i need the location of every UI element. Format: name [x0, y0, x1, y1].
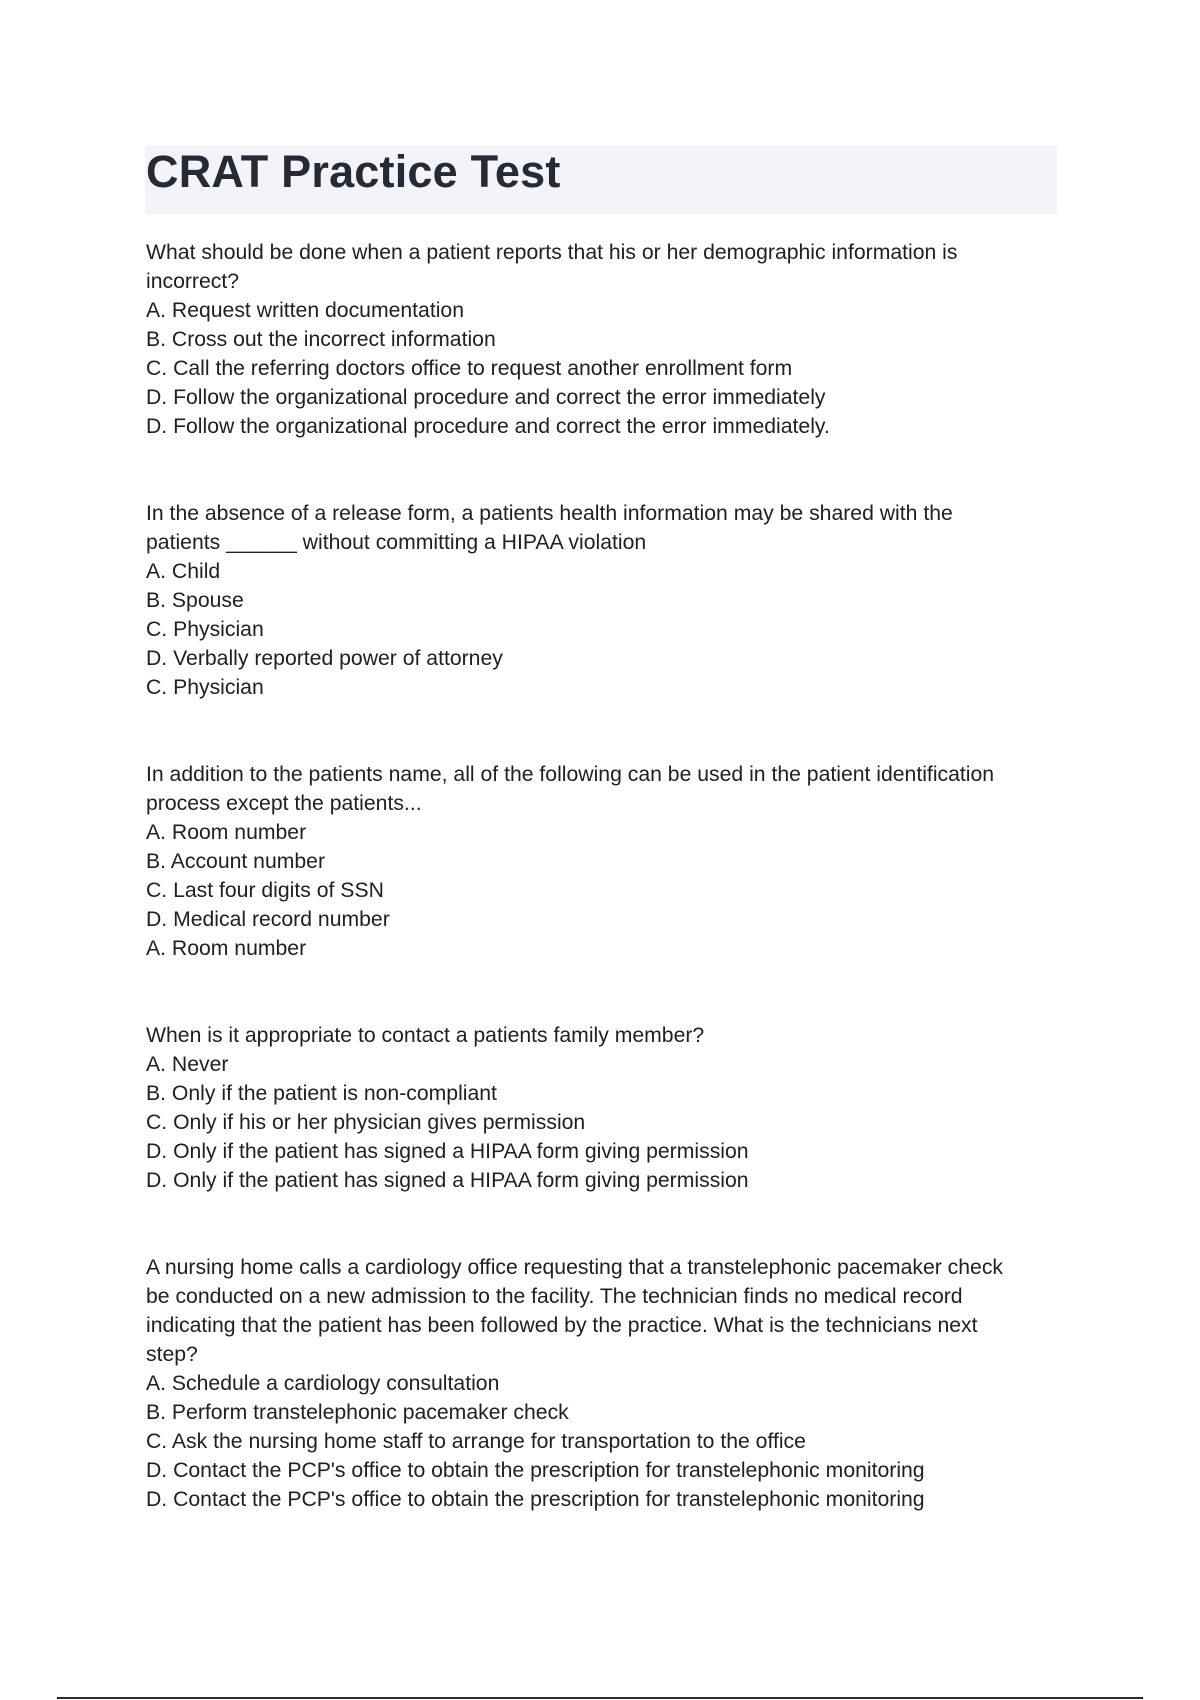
answer-option: A. Child: [146, 560, 221, 583]
correct-answer: C. Physician: [146, 676, 264, 699]
answer-option: B. Account number: [146, 850, 326, 873]
document-title: CRAT Practice Test: [146, 146, 561, 197]
answer-option: D. Follow the organizational procedure and correct the error immediately: [146, 386, 826, 409]
question-text-line: incorrect?: [146, 270, 240, 293]
question-block: [146, 238, 1058, 441]
question-text-line: A nursing home calls a cardiology office requesting that a transtelephonic pacemaker check: [146, 1256, 1004, 1279]
answer-option: B. Only if the patient is non-compliant: [146, 1082, 497, 1105]
correct-answer: D. Only if the patient has signed a HIPAA form giving permission: [146, 1169, 749, 1192]
answer-option: D. Medical record number: [146, 908, 390, 931]
answer-option: D. Contact the PCP's office to obtain the prescription for transtelephonic monitoring: [146, 1459, 925, 1482]
question-text-line: In addition to the patients name, all of the following can be used in the patient identification: [146, 763, 995, 786]
answer-option: C. Ask the nursing home staff to arrange for transportation to the office: [146, 1430, 806, 1453]
question-text-line: process except the patients...: [146, 792, 422, 815]
question-text-line: step?: [146, 1343, 198, 1366]
correct-answer: D. Follow the organizational procedure and correct the error immediately.: [146, 415, 830, 438]
answer-option: D. Only if the patient has signed a HIPAA form giving permission: [146, 1140, 749, 1163]
question-text-line: be conducted on a new admission to the facility. The technician finds no medical record: [146, 1285, 963, 1308]
question-block: [146, 1021, 1058, 1195]
answer-option: A. Room number: [146, 821, 307, 844]
answer-option: C. Only if his or her physician gives permission: [146, 1111, 586, 1134]
question-block: [146, 499, 1058, 702]
answer-option: D. Verbally reported power of attorney: [146, 647, 503, 670]
answer-option: A. Request written documentation: [146, 299, 464, 322]
question-text-line: In the absence of a release form, a patients health information may be shared with the: [146, 502, 953, 525]
question-text-line: When is it appropriate to contact a patients family member?: [146, 1024, 705, 1047]
answer-option: C. Physician: [146, 618, 264, 641]
question-block: [146, 760, 1058, 963]
question-block: [146, 1253, 1058, 1514]
question-list: [146, 238, 1058, 1514]
answer-option: A. Never: [146, 1053, 229, 1076]
question-text-line: patients ______ without committing a HIPAA violation: [146, 531, 647, 554]
question-text-line: What should be done when a patient reports that his or her demographic information is: [146, 241, 958, 264]
answer-option: B. Perform transtelephonic pacemaker check: [146, 1401, 569, 1424]
correct-answer: A. Room number: [146, 937, 307, 960]
answer-option: C. Call the referring doctors office to request another enrollment form: [146, 357, 793, 380]
answer-option: A. Schedule a cardiology consultation: [146, 1372, 500, 1395]
answer-option: B. Spouse: [146, 589, 244, 612]
footer-divider: [57, 1697, 1143, 1699]
correct-answer: D. Contact the PCP's office to obtain the prescription for transtelephonic monitoring: [146, 1488, 925, 1511]
question-text-line: indicating that the patient has been followed by the practice. What is the technicians next: [146, 1314, 978, 1337]
answer-option: C. Last four digits of SSN: [146, 879, 384, 902]
answer-option: B. Cross out the incorrect information: [146, 328, 496, 351]
